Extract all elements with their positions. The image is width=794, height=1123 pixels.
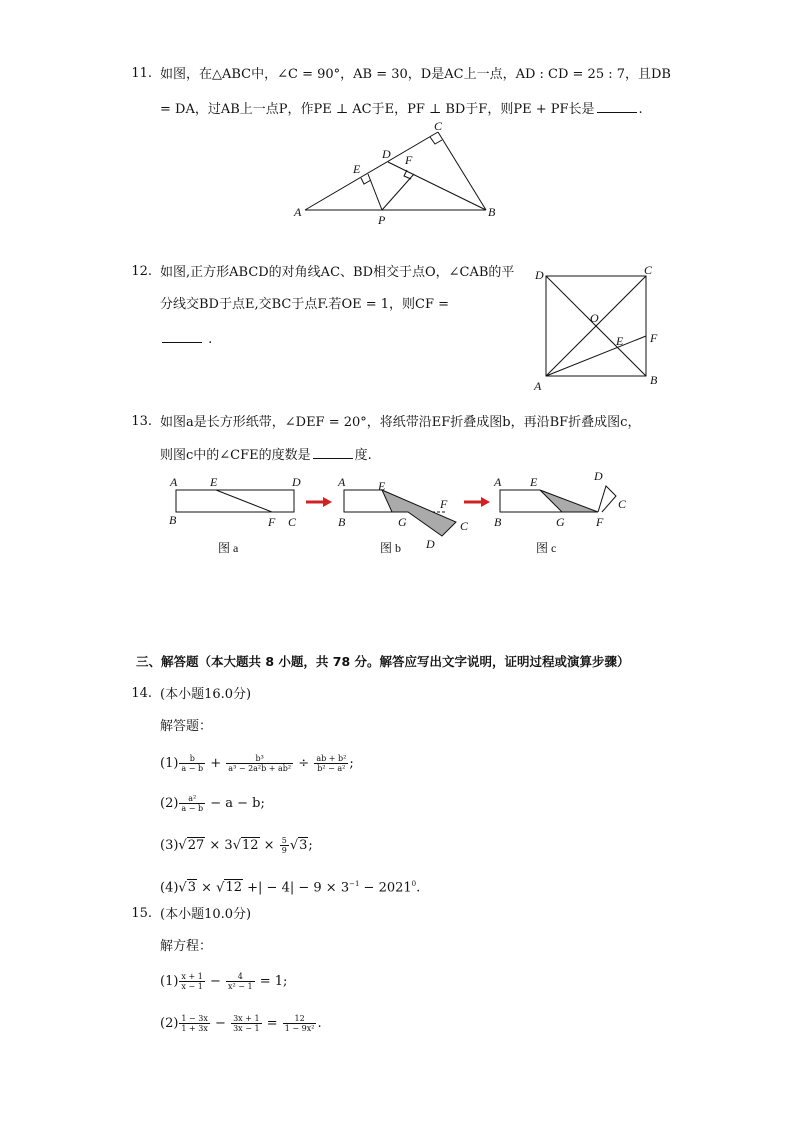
q14-p3-root3: 3 <box>299 838 308 853</box>
q14-p2-rest: − a − b; <box>210 796 265 811</box>
q12-label-F: F <box>650 331 658 345</box>
q14-p4-exp2: 0 <box>411 880 417 888</box>
q13-b-label-F: F <box>440 497 448 511</box>
q13-c-label-B: B <box>494 515 502 529</box>
q13-figure-a <box>176 490 294 512</box>
q14-p1-frac2-num: b³ <box>255 754 264 763</box>
q12-label-C: C <box>644 263 653 277</box>
q15-p1-rest: = 1; <box>259 974 288 989</box>
q11-number: 11. <box>131 66 152 81</box>
q12-label-E: E <box>616 334 624 348</box>
q13-c-label-G: G <box>556 515 565 529</box>
q14-p1-end: ; <box>349 756 354 771</box>
q12-label-O: O <box>590 311 599 325</box>
q13-a-label-C: C <box>288 515 297 529</box>
q14-p3-end: ; <box>308 838 313 853</box>
q15-p2-eq: = <box>266 1016 278 1031</box>
q14-p2-frac <box>179 794 205 813</box>
q15-p1-label: (1) <box>160 974 179 989</box>
q15-score: (本小题10.0分) <box>160 907 252 922</box>
q12-text-line3 <box>160 330 212 349</box>
q14-p4-label: (4) <box>160 880 179 896</box>
q15-intro: 解方程： <box>160 939 213 954</box>
q15-p2-frac3 <box>283 1014 317 1033</box>
q13-figure-c <box>500 486 616 512</box>
q13-number: 13. <box>131 414 152 429</box>
q14-p2-frac-den: a − b <box>181 804 204 813</box>
q13-c-label-A: A <box>494 475 502 489</box>
q15-p1-frac2-den: x² − 1 <box>228 982 253 991</box>
q11-label-F: F <box>405 153 413 167</box>
q12-answer-blank <box>162 330 202 343</box>
q12-text-line3-end: . <box>208 332 213 347</box>
q11-text-line1: 如图，在△ABC中，∠C = 90°，AB = 30，D是AC上一点，AD : CD = 25 : 7，且DB <box>160 67 671 82</box>
q15-number: 15. <box>131 906 152 921</box>
q15-p1-frac1-num: x + 1 <box>181 972 203 981</box>
q15-p1-frac1 <box>179 972 204 991</box>
q14-p3-frac-num: 5 <box>281 836 287 845</box>
q13-a-label-B: B <box>169 513 177 527</box>
q13-arrow-2 <box>464 497 490 507</box>
q13-c-label-F: F <box>596 515 604 529</box>
q12-label-B: B <box>650 373 658 387</box>
q15-p2-frac1-den: 1 + 3x <box>181 1024 208 1033</box>
q13-b-label-E: E <box>378 479 386 493</box>
q14-p3-label: (3) <box>160 838 179 853</box>
q15-p2-frac2-num: 3x + 1 <box>233 1014 260 1023</box>
q14-p2-label: (2) <box>160 796 179 811</box>
q11-label-B: B <box>488 205 496 219</box>
q14-p4-root1: 3 <box>187 880 196 896</box>
q11-text-line2a: = DA，过AB上一点P，作PE ⊥ AC于E，PF ⊥ BD于F，则PE + PF长是 <box>160 102 595 117</box>
q14-p3-times1: × 3 <box>205 838 233 853</box>
q11-triangle-figure <box>290 118 510 228</box>
q14-p1-frac2-den: a³ − 2a²b + ab² <box>228 764 292 773</box>
q12-label-D: D <box>535 268 544 282</box>
q14-p1-frac1-num: b <box>189 754 195 763</box>
q15-p2-frac3-num: 12 <box>294 1014 305 1023</box>
q13-a-label-D: D <box>292 475 301 489</box>
q15-p1-frac2 <box>226 972 255 991</box>
q14-p1-label: (1) <box>160 756 179 771</box>
q14-p1-frac3-num: ab + b² <box>316 754 347 763</box>
q13-c-label-E: E <box>530 475 538 489</box>
q13-folding-figures <box>160 466 640 566</box>
q14-p3-root1: 27 <box>187 838 205 853</box>
q12-text-line2: 分线交BD于点E,交BC于点F.若OE = 1，则CF = <box>160 297 450 312</box>
q13-b-label-B: B <box>338 515 346 529</box>
q13-text-line1: 如图a是长方形纸带，∠DEF = 20°，将纸带沿EF折叠成图b，再沿BF折叠成图c， <box>160 415 641 430</box>
q12-label-A: A <box>534 379 542 392</box>
q14-p2-frac-num: a² <box>188 794 197 803</box>
q13-a-label-A: A <box>170 475 178 489</box>
q11-text-line2b: . <box>638 102 643 117</box>
q15-p2-end: . <box>317 1016 322 1031</box>
q14-p4-rest2: − 2021 <box>359 880 412 896</box>
q14-part4: (4)√3 × √12 +| − $4| - 9 \times 3^{-1} - 2021^0$. <box>160 880 421 896</box>
q13-c-label-C: C <box>618 497 627 511</box>
q13-b-label-A: A <box>338 475 346 489</box>
q14-p4-end: . <box>416 880 421 896</box>
q13-text-line2 <box>160 446 372 465</box>
q13-a-label-E: E <box>210 475 218 489</box>
q13-text-line2b: 度. <box>354 448 372 463</box>
q11-label-C: C <box>434 119 443 133</box>
q15-p2-frac2-den: 3x − 1 <box>233 1024 260 1033</box>
q14-p4-root2: 12 <box>225 880 243 896</box>
q14-p1-frac3-den: b² − a² <box>314 763 348 773</box>
q14-p1-frac1-den: a − b <box>181 764 204 773</box>
q13-caption-a: 图 a <box>218 541 239 555</box>
q15-p2-frac1 <box>179 1014 209 1033</box>
q13-a-label-F: F <box>268 515 276 529</box>
q13-answer-blank <box>313 446 353 459</box>
q13-c-label-D: D <box>594 469 603 483</box>
q12-number: 12. <box>131 264 152 279</box>
q13-arrow-1 <box>306 497 332 507</box>
q15-p1-frac2-num: 4 <box>237 972 243 981</box>
q12-text-line1: 如图,正方形ABCD的对角线AC、BD相交于点O，∠CAB的平 <box>160 265 515 280</box>
q14-p4-times: × <box>197 880 217 896</box>
q15-part1 <box>160 970 287 994</box>
q14-intro: 解答题： <box>160 719 213 734</box>
q15-p2-op: − <box>215 1016 226 1031</box>
q14-p1-frac1 <box>179 754 205 773</box>
q12-square-figure <box>530 262 670 392</box>
q13-caption-c: 图 c <box>536 541 557 555</box>
q13-b-label-G: G <box>398 515 407 529</box>
q13-b-label-D: D <box>426 537 435 551</box>
q14-p3-times2: × <box>259 838 279 853</box>
q14-number: 14. <box>131 686 152 701</box>
q14-part3: (3)√27 × 3√12 × $\frac{5}{9}$ √3; <box>160 836 313 855</box>
q11-label-D: D <box>382 147 391 161</box>
q11-text-line2 <box>160 100 643 119</box>
q11-label-A: A <box>294 205 302 219</box>
q15-part2 <box>160 1012 322 1036</box>
q14-p1-frac2 <box>226 754 293 773</box>
q13-caption-b: 图 b <box>380 541 402 555</box>
q14-p4-rest: +| − 4| − 9 × 3 <box>243 880 350 896</box>
section-3-heading: 三、解答题（本大题共 8 小题，共 78 分。解答应写出文字说明，证明过程或演算步骤） <box>136 654 630 669</box>
q11-label-E: E <box>353 162 361 176</box>
q14-part1 <box>160 752 354 776</box>
q14-p3-frac <box>280 836 289 855</box>
q14-p3-root2: 12 <box>242 838 259 853</box>
q15-p1-op: − <box>209 974 221 989</box>
q14-p1-frac3 <box>314 754 348 773</box>
q15-p2-frac2 <box>231 1014 261 1033</box>
q14-p3-frac-den: 9 <box>281 846 287 855</box>
q13-b-label-C: C <box>460 519 469 533</box>
q14-score: (本小题16.0分) <box>160 687 252 702</box>
q15-p1-frac1-den: x − 1 <box>181 982 203 991</box>
q14-p4-exp1: −1 <box>349 880 360 888</box>
q13-text-line2a: 则图c中的∠CFE的度数是 <box>160 448 311 463</box>
q15-p2-frac1-num: 1 − 3x <box>181 1014 208 1023</box>
q14-p1-op2: ÷ <box>298 756 310 771</box>
q11-answer-blank <box>597 100 637 113</box>
q11-label-P: P <box>378 213 386 227</box>
q14-part2 <box>160 792 265 816</box>
q15-p2-label: (2) <box>160 1016 179 1031</box>
q14-p1-op1: + <box>210 756 222 771</box>
q15-p2-frac3-den: 1 − 9x² <box>284 1024 315 1033</box>
